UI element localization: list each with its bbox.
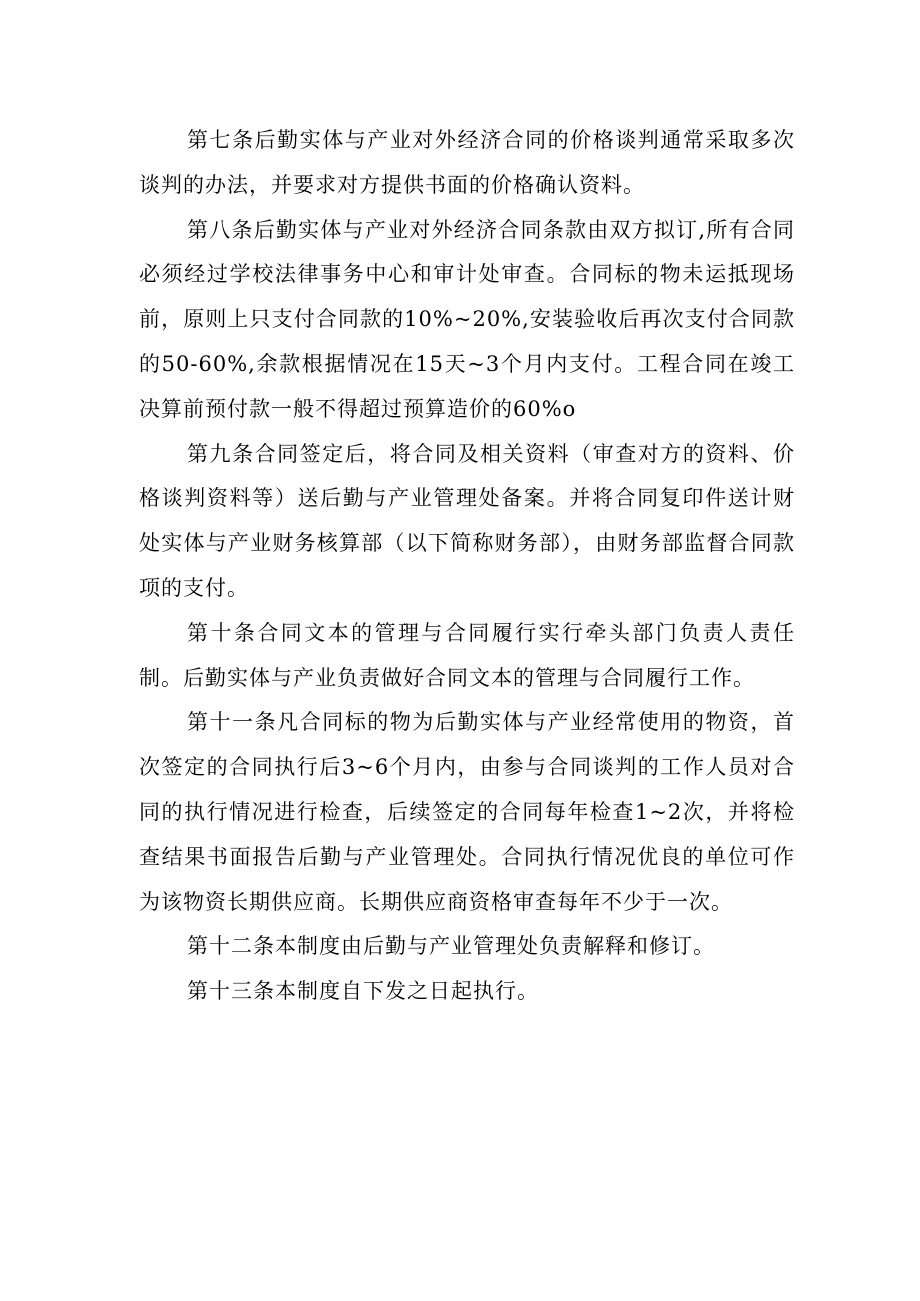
document-page — [139, 118, 795, 1014]
article-8-paragraph: 第八条后勤实体与产业对外经济合同条款由双方拟订,所有合同必须经过学校法律事务中心和审计处审查。合同标的物未运抵现场前，原则上只支付合同款的10%~20%,安装验收后再次支付合同款的50-60%,余款根据情况在15天~3个月内支付。工程合同在竣工决算前预付款一般不得超过预算造价的60%o — [139, 217, 795, 421]
article-12-paragraph: 第十二条本制度由后勤与产业管理处负责解释和修订。 — [187, 934, 715, 959]
article-11-paragraph: 第十一条凡合同标的物为后勤实体与产业经常使用的物资，首次签定的合同执行后3~6个月内，由参与合同谈判的工作人员对合同的执行情况进行检查，后续签定的合同每年检查1~2次，并将检查结果书面报告后勤与产业管理处。合同执行情况优良的单位可作为该物资长期供应商。长期供应商资格审查每年不少于一次。 — [139, 710, 795, 914]
article-10-paragraph: 第十条合同文本的管理与合同履行实行牵头部门负责人责任制。后勤实体与产业负责做好合同文本的管理与合同履行工作。 — [139, 620, 795, 690]
article-7-paragraph: 第七条后勤实体与产业对外经济合同的价格谈判通常采取多次谈判的办法，并要求对方提供书面的价格确认资料。 — [139, 128, 795, 197]
article-9-paragraph: 第九条合同签定后，将合同及相关资料（审查对方的资料、价格谈判资料等）送后勤与产业管理处备案。并将合同复印件送计财处实体与产业财务核算部（以下简称财务部），由财务部监督合同款项的支付。 — [139, 441, 795, 600]
article-13-paragraph: 第十三条本制度自下发之日起执行。 — [187, 979, 539, 1004]
